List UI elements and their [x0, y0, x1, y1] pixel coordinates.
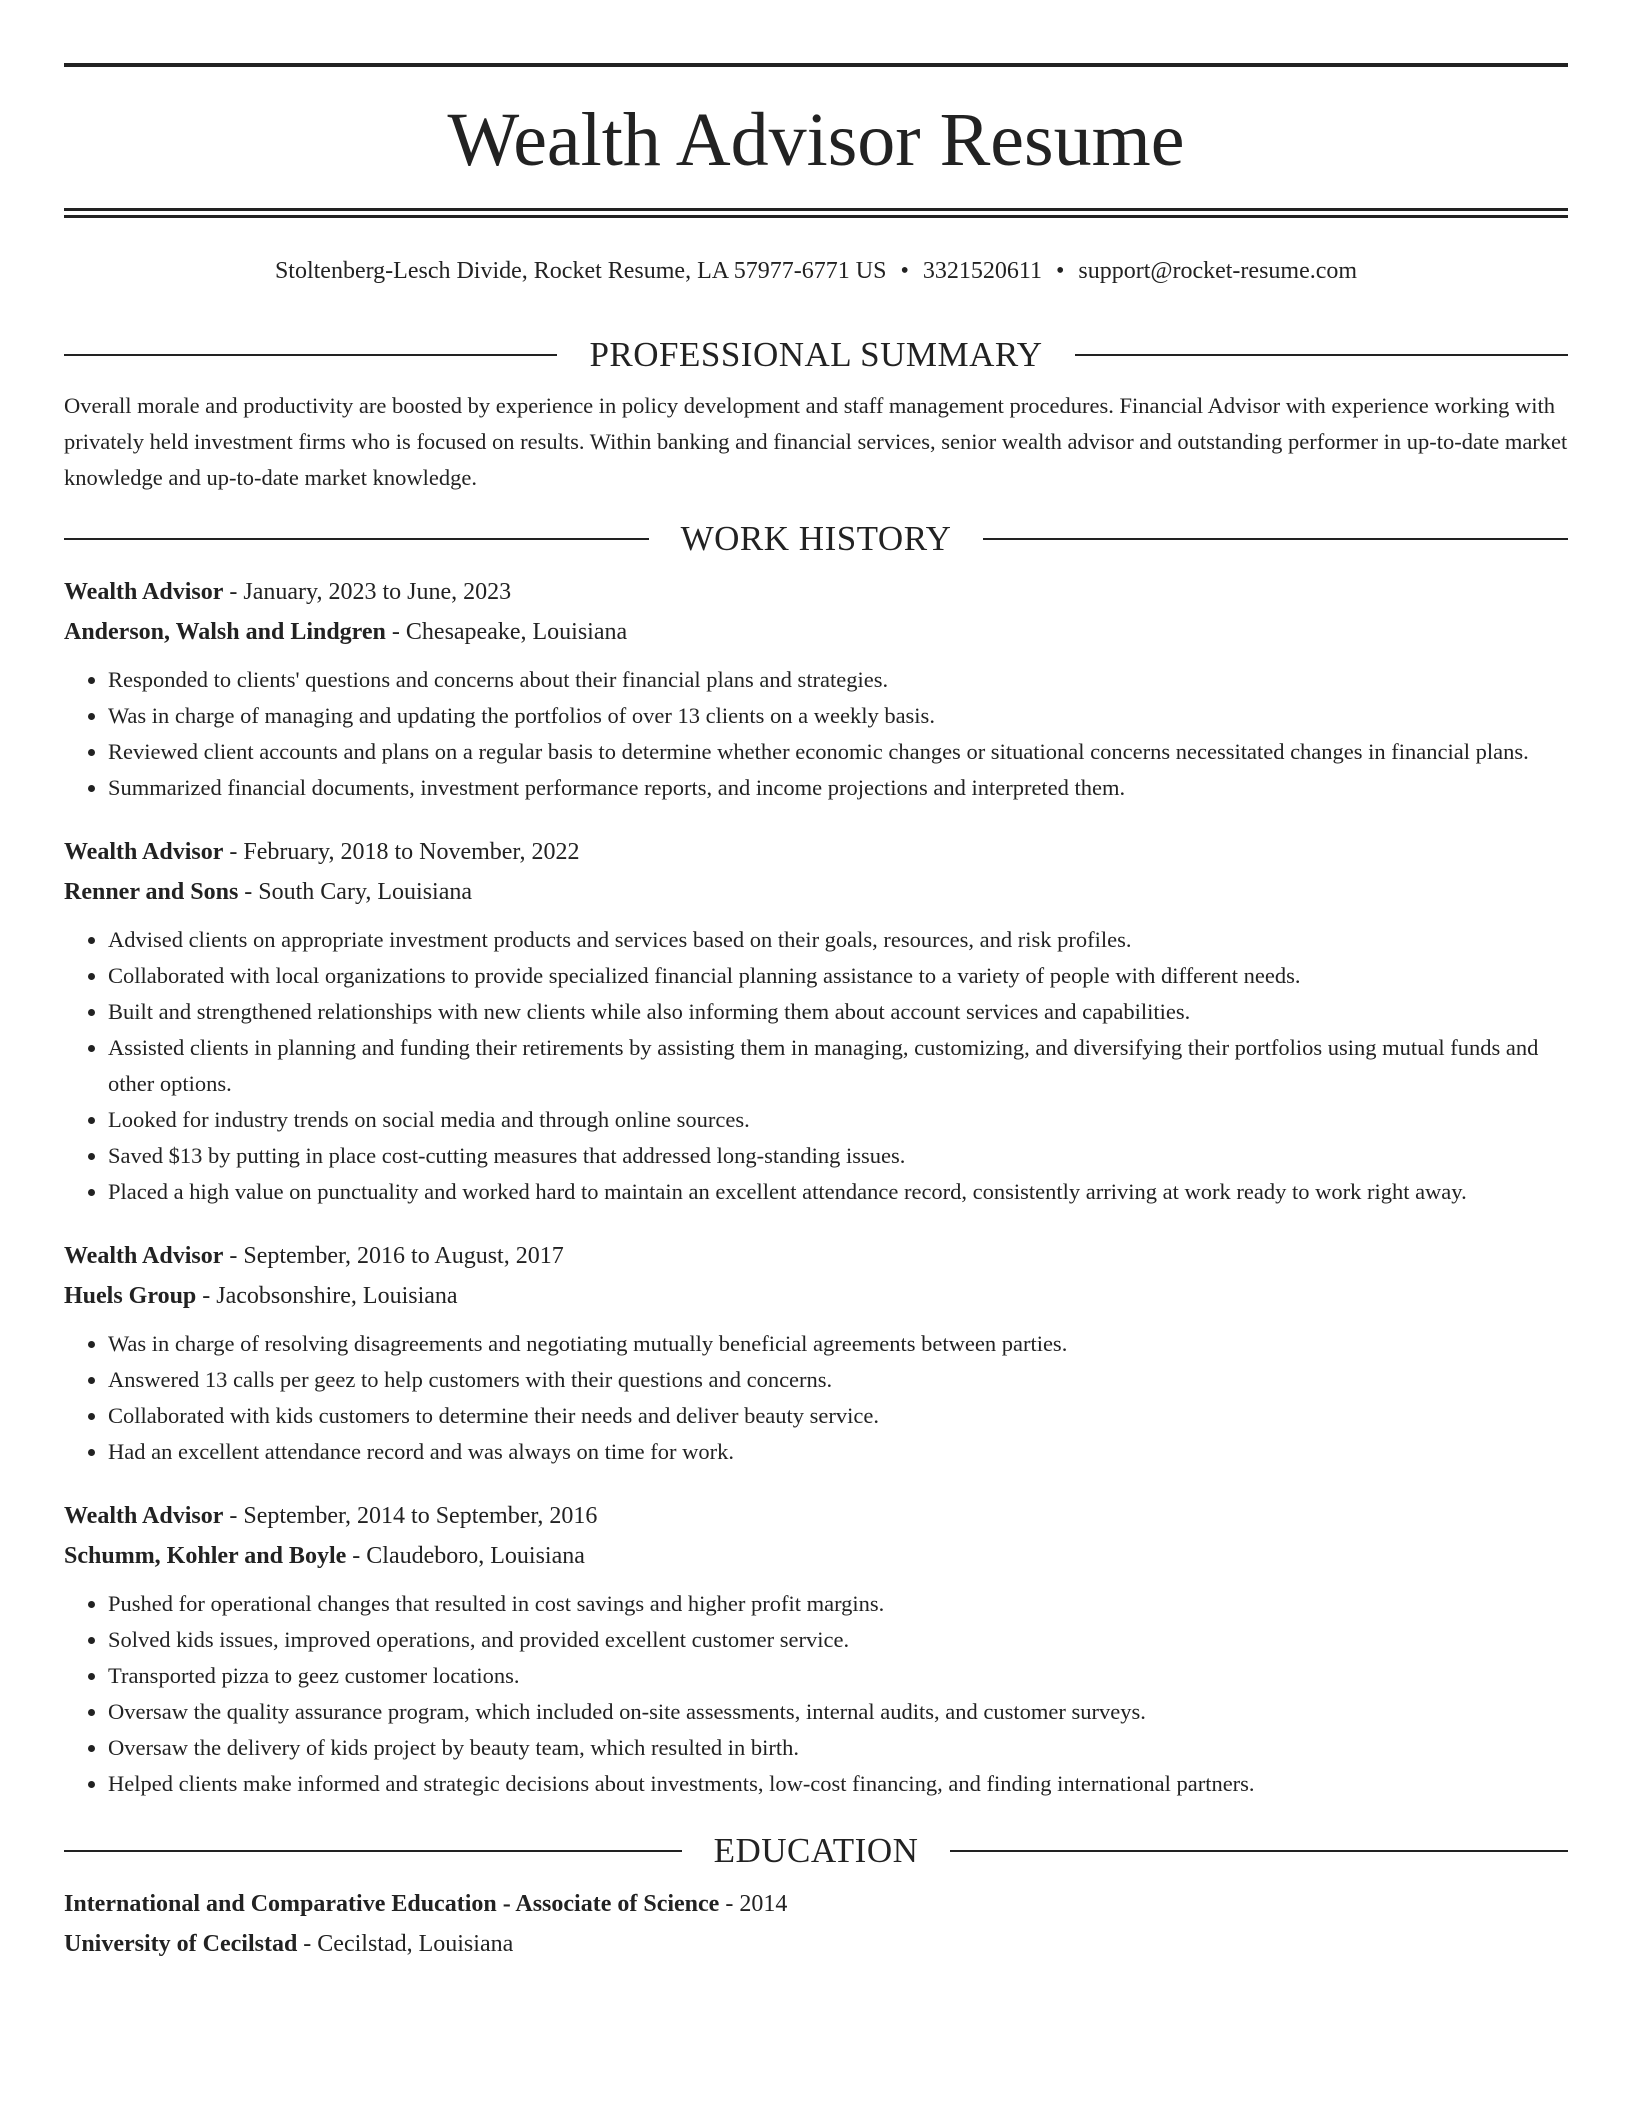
- job-entry: [64, 572, 1568, 806]
- job-bullet-item: • Collaborated with kids customers to determine their needs and deliver beauty service.: [108, 1398, 1568, 1434]
- heading-rule-left: [64, 538, 649, 540]
- education-year: 2014: [739, 1891, 788, 1917]
- dash: -: [223, 579, 244, 605]
- summary-text: Overall morale and productivity are boosted by experience in policy development and staff management procedures. Financial Advisor with experience working with privately held investment firms who is focused on results. Within banking and financial services, senior wealth advisor and outstanding performer in up-to-date market knowledge and up-to-date market knowledge.: [64, 393, 1568, 490]
- job-dates: February, 2018 to November, 2022: [243, 839, 580, 865]
- job-location: Chesapeake, Louisiana: [405, 619, 628, 645]
- resume-title: Wealth Advisor Resume: [447, 98, 1185, 182]
- contact-email: support@rocket-resume.com: [1078, 258, 1358, 284]
- job-entry: [64, 1236, 1568, 1470]
- job-bullet-item: • Solved kids issues, improved operations, and provided excellent customer service.: [108, 1622, 1568, 1658]
- education-list: [64, 1884, 1568, 1964]
- education-school-line: [64, 1924, 1568, 1964]
- job-company: Huels Group: [64, 1283, 197, 1309]
- job-company: Renner and Sons: [64, 879, 239, 905]
- job-bullet-item: • Responded to clients' questions and concerns about their financial plans and strategies.: [108, 662, 1568, 698]
- job-title-line: [64, 832, 1568, 872]
- job-bullet-item: • Transported pizza to geez customer locations.: [108, 1658, 1568, 1694]
- work-history-heading-label: WORK HISTORY: [680, 519, 952, 558]
- dash: -: [385, 619, 406, 645]
- heading-rule-right: [1075, 354, 1568, 356]
- job-bullet-item: • Saved $13 by putting in place cost-cutting measures that addressed long-standing issues.: [108, 1138, 1568, 1174]
- dash: -: [223, 1503, 244, 1529]
- job-bullet-item: • Summarized financial documents, investment performance reports, and income projections and interpreted them.: [108, 770, 1568, 806]
- heading-rule-left: [64, 354, 557, 356]
- job-bullet-item: • Was in charge of managing and updating the portfolios of over 13 clients on a weekly basis.: [108, 698, 1568, 734]
- job-location: South Cary, Louisiana: [258, 879, 473, 905]
- job-bullets: [64, 1326, 1568, 1470]
- dash: -: [346, 1543, 367, 1569]
- job-company-line: [64, 612, 1568, 652]
- job-company-line: [64, 1536, 1568, 1576]
- work-history-heading: [64, 516, 1568, 562]
- job-entry: [64, 832, 1568, 1210]
- job-title: Wealth Advisor: [64, 579, 224, 605]
- education-heading-label: EDUCATION: [713, 1831, 919, 1870]
- summary-heading: [64, 332, 1568, 378]
- education-degree: International and Comparative Education - Associate of Science: [64, 1891, 720, 1917]
- contact-line: [64, 254, 1568, 288]
- job-bullet-item: • Reviewed client accounts and plans on a regular basis to determine whether economic changes or situational concerns necessitated changes in financial plans.: [108, 734, 1568, 770]
- job-bullet-item: • Had an excellent attendance record and was always on time for work.: [108, 1434, 1568, 1470]
- job-title-line: [64, 1496, 1568, 1536]
- dash: -: [238, 879, 259, 905]
- job-title-line: [64, 572, 1568, 612]
- resume-content: [64, 332, 1568, 1964]
- job-dates: September, 2014 to September, 2016: [243, 1503, 598, 1529]
- work-history-list: [64, 572, 1568, 1802]
- job-bullet-item: • Answered 13 calls per geez to help customers with their questions and concerns.: [108, 1362, 1568, 1398]
- contact-separator: •: [900, 258, 909, 284]
- job-bullet-item: • Placed a high value on punctuality and worked hard to maintain an excellent attendance record, consistently arriving at work ready to work right away.: [108, 1174, 1568, 1210]
- education-school: University of Cecilstad: [64, 1931, 298, 1957]
- job-bullet-item: • Advised clients on appropriate investment products and services based on their goals, resources, and risk profiles.: [108, 922, 1568, 958]
- education-location: Cecilstad, Louisiana: [317, 1931, 514, 1957]
- dash: -: [223, 839, 244, 865]
- dash: -: [297, 1931, 318, 1957]
- contact-separator: •: [1055, 258, 1065, 284]
- job-dates: September, 2016 to August, 2017: [243, 1243, 564, 1269]
- summary-heading-label: PROFESSIONAL SUMMARY: [589, 335, 1043, 374]
- job-bullet-item: • Helped clients make informed and strategic decisions about investments, low-cost financing, and finding international partners.: [108, 1766, 1568, 1802]
- job-title: Wealth Advisor: [64, 1503, 224, 1529]
- contact-phone: 3321520611: [922, 258, 1042, 284]
- heading-rule-right: [950, 1850, 1568, 1852]
- job-bullets: [64, 662, 1568, 806]
- job-company: Anderson, Walsh and Lindgren: [64, 619, 386, 645]
- heading-rule-left: [64, 1850, 682, 1852]
- job-title: Wealth Advisor: [64, 1243, 224, 1269]
- job-bullet-item: • Collaborated with local organizations to provide specialized financial planning assistance to a variety of people with different needs.: [108, 958, 1568, 994]
- job-company-line: [64, 1276, 1568, 1316]
- job-bullet-item: • Oversaw the delivery of kids project by beauty team, which resulted in birth.: [108, 1730, 1568, 1766]
- job-bullet-item: • Built and strengthened relationships with new clients while also informing them about account services and capabilities.: [108, 994, 1568, 1030]
- job-dates: January, 2023 to June, 2023: [243, 579, 512, 605]
- job-bullet-item: • Was in charge of resolving disagreements and negotiating mutually beneficial agreements between parties.: [108, 1326, 1568, 1362]
- job-location: Jacobsonshire, Louisiana: [216, 1283, 458, 1309]
- job-bullet-item: • Assisted clients in planning and funding their retirements by assisting them in managing, customizing, and diversifying their portfolios using mutual funds and other options.: [108, 1030, 1568, 1102]
- contact-address: Stoltenberg-Lesch Divide, Rocket Resume, LA 57977-6771 US: [274, 258, 887, 284]
- education-heading: [64, 1828, 1568, 1874]
- job-bullets: [64, 922, 1568, 1210]
- job-company-line: [64, 872, 1568, 912]
- education-degree-line: [64, 1884, 1568, 1924]
- dash: -: [196, 1283, 217, 1309]
- title-double-rule: [64, 208, 1568, 218]
- job-bullet-item: • Pushed for operational changes that resulted in cost savings and higher profit margins.: [108, 1586, 1568, 1622]
- job-bullets: [64, 1586, 1568, 1802]
- job-location: Claudeboro, Louisiana: [366, 1543, 585, 1569]
- job-title-line: [64, 1236, 1568, 1276]
- education-entry: [64, 1884, 1568, 1964]
- top-rule: [64, 63, 1568, 67]
- job-bullet-item: • Oversaw the quality assurance program, which included on-site assessments, internal audits, and customer surveys.: [108, 1694, 1568, 1730]
- job-bullet-item: • Looked for industry trends on social media and through online sources.: [108, 1102, 1568, 1138]
- dash: -: [223, 1243, 244, 1269]
- dash: -: [719, 1891, 740, 1917]
- job-title: Wealth Advisor: [64, 839, 224, 865]
- heading-rule-right: [983, 538, 1568, 540]
- job-company: Schumm, Kohler and Boyle: [64, 1543, 347, 1569]
- job-entry: [64, 1496, 1568, 1802]
